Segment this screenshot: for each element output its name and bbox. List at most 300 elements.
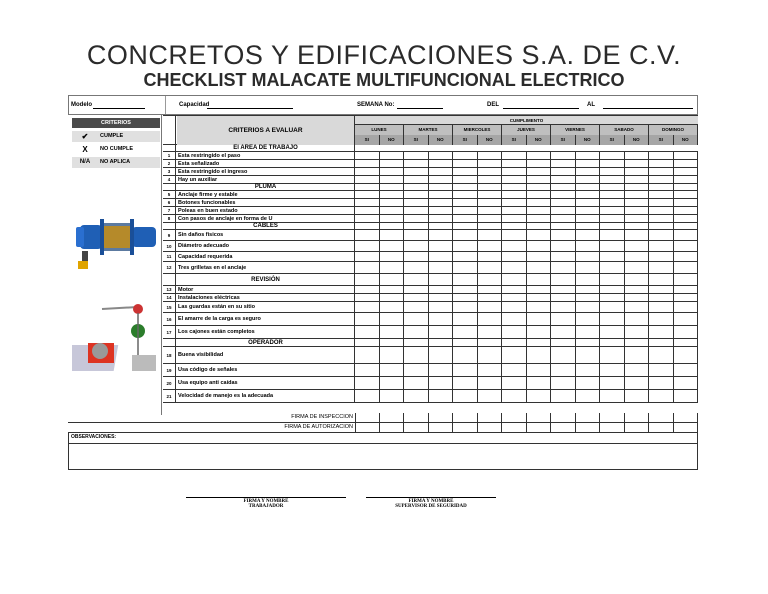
- firma-cell[interactable]: [576, 413, 601, 422]
- check-cell[interactable]: [649, 302, 674, 312]
- check-cell[interactable]: [404, 252, 429, 261]
- check-cell[interactable]: [429, 302, 454, 312]
- check-cell[interactable]: [674, 326, 699, 338]
- firma-cell[interactable]: [453, 423, 478, 432]
- check-cell[interactable]: [429, 160, 454, 167]
- check-cell[interactable]: [625, 223, 650, 229]
- check-cell[interactable]: [453, 274, 478, 285]
- check-cell[interactable]: [453, 160, 478, 167]
- check-cell[interactable]: [453, 191, 478, 198]
- check-cell[interactable]: [674, 313, 699, 325]
- check-cell[interactable]: [355, 294, 380, 301]
- check-cell[interactable]: [502, 286, 527, 293]
- check-cell[interactable]: [355, 168, 380, 175]
- firma-cell[interactable]: [380, 423, 405, 432]
- check-cell[interactable]: [380, 207, 405, 214]
- check-cell[interactable]: [502, 184, 527, 190]
- check-cell[interactable]: [380, 313, 405, 325]
- check-cell[interactable]: [600, 184, 625, 190]
- check-cell[interactable]: [625, 160, 650, 167]
- check-cell[interactable]: [600, 390, 625, 402]
- check-cell[interactable]: [600, 230, 625, 240]
- check-cell[interactable]: [576, 377, 601, 389]
- check-cell[interactable]: [355, 184, 380, 190]
- check-cell[interactable]: [502, 274, 527, 285]
- check-cell[interactable]: [453, 168, 478, 175]
- check-cell[interactable]: [355, 176, 380, 183]
- check-cell[interactable]: [649, 230, 674, 240]
- check-cell[interactable]: [527, 347, 552, 363]
- check-cell[interactable]: [551, 377, 576, 389]
- check-cell[interactable]: [674, 176, 699, 183]
- check-cell[interactable]: [674, 274, 699, 285]
- del-field[interactable]: [503, 108, 579, 109]
- check-cell[interactable]: [527, 302, 552, 312]
- check-cell[interactable]: [429, 168, 454, 175]
- check-cell[interactable]: [502, 364, 527, 376]
- check-cell[interactable]: [478, 160, 503, 167]
- check-cell[interactable]: [551, 326, 576, 338]
- check-cell[interactable]: [674, 286, 699, 293]
- check-cell[interactable]: [625, 364, 650, 376]
- check-cell[interactable]: [478, 347, 503, 363]
- check-cell[interactable]: [625, 184, 650, 190]
- check-cell[interactable]: [478, 302, 503, 312]
- check-cell[interactable]: [649, 152, 674, 159]
- check-cell[interactable]: [502, 313, 527, 325]
- signature-line[interactable]: [366, 497, 496, 498]
- check-cell[interactable]: [478, 215, 503, 222]
- check-cell[interactable]: [478, 286, 503, 293]
- check-cell[interactable]: [380, 168, 405, 175]
- check-cell[interactable]: [551, 262, 576, 273]
- check-cell[interactable]: [625, 252, 650, 261]
- check-cell[interactable]: [429, 286, 454, 293]
- check-cell[interactable]: [502, 191, 527, 198]
- check-cell[interactable]: [478, 339, 503, 346]
- firma-cell[interactable]: [527, 413, 552, 422]
- check-cell[interactable]: [478, 184, 503, 190]
- check-cell[interactable]: [625, 390, 650, 402]
- check-cell[interactable]: [576, 252, 601, 261]
- firma-cell[interactable]: [453, 413, 478, 422]
- check-cell[interactable]: [502, 241, 527, 251]
- check-cell[interactable]: [527, 252, 552, 261]
- check-cell[interactable]: [380, 286, 405, 293]
- semana-field[interactable]: [397, 108, 443, 109]
- firma-cell[interactable]: [380, 413, 405, 422]
- check-cell[interactable]: [429, 377, 454, 389]
- check-cell[interactable]: [600, 199, 625, 206]
- check-cell[interactable]: [453, 176, 478, 183]
- check-cell[interactable]: [576, 302, 601, 312]
- check-cell[interactable]: [502, 377, 527, 389]
- check-cell[interactable]: [404, 262, 429, 273]
- check-cell[interactable]: [380, 364, 405, 376]
- check-cell[interactable]: [576, 230, 601, 240]
- check-cell[interactable]: [551, 274, 576, 285]
- check-cell[interactable]: [551, 215, 576, 222]
- check-cell[interactable]: [355, 199, 380, 206]
- check-cell[interactable]: [404, 347, 429, 363]
- check-cell[interactable]: [649, 274, 674, 285]
- check-cell[interactable]: [674, 339, 699, 346]
- check-cell[interactable]: [674, 215, 699, 222]
- check-cell[interactable]: [527, 390, 552, 402]
- check-cell[interactable]: [674, 160, 699, 167]
- check-cell[interactable]: [576, 294, 601, 301]
- check-cell[interactable]: [502, 294, 527, 301]
- check-cell[interactable]: [380, 215, 405, 222]
- check-cell[interactable]: [478, 326, 503, 338]
- check-cell[interactable]: [625, 377, 650, 389]
- firma-cell[interactable]: [429, 413, 454, 422]
- check-cell[interactable]: [576, 313, 601, 325]
- check-cell[interactable]: [355, 347, 380, 363]
- check-cell[interactable]: [600, 313, 625, 325]
- check-cell[interactable]: [527, 326, 552, 338]
- check-cell[interactable]: [576, 160, 601, 167]
- check-cell[interactable]: [355, 262, 380, 273]
- check-cell[interactable]: [649, 168, 674, 175]
- check-cell[interactable]: [404, 176, 429, 183]
- check-cell[interactable]: [674, 223, 699, 229]
- check-cell[interactable]: [502, 230, 527, 240]
- check-cell[interactable]: [649, 286, 674, 293]
- check-cell[interactable]: [625, 207, 650, 214]
- check-cell[interactable]: [355, 152, 380, 159]
- check-cell[interactable]: [355, 223, 380, 229]
- firma-cell[interactable]: [429, 423, 454, 432]
- check-cell[interactable]: [478, 274, 503, 285]
- check-cell[interactable]: [600, 339, 625, 346]
- check-cell[interactable]: [453, 215, 478, 222]
- check-cell[interactable]: [576, 286, 601, 293]
- check-cell[interactable]: [478, 252, 503, 261]
- check-cell[interactable]: [380, 262, 405, 273]
- check-cell[interactable]: [502, 262, 527, 273]
- check-cell[interactable]: [551, 286, 576, 293]
- check-cell[interactable]: [551, 347, 576, 363]
- check-cell[interactable]: [502, 215, 527, 222]
- check-cell[interactable]: [404, 230, 429, 240]
- check-cell[interactable]: [429, 184, 454, 190]
- check-cell[interactable]: [355, 313, 380, 325]
- check-cell[interactable]: [429, 215, 454, 222]
- check-cell[interactable]: [600, 207, 625, 214]
- check-cell[interactable]: [404, 152, 429, 159]
- check-cell[interactable]: [674, 184, 699, 190]
- check-cell[interactable]: [380, 241, 405, 251]
- check-cell[interactable]: [600, 274, 625, 285]
- check-cell[interactable]: [355, 191, 380, 198]
- check-cell[interactable]: [478, 390, 503, 402]
- check-cell[interactable]: [355, 364, 380, 376]
- check-cell[interactable]: [674, 262, 699, 273]
- check-cell[interactable]: [551, 339, 576, 346]
- check-cell[interactable]: [453, 241, 478, 251]
- check-cell[interactable]: [625, 262, 650, 273]
- check-cell[interactable]: [527, 199, 552, 206]
- check-cell[interactable]: [551, 223, 576, 229]
- capacidad-field[interactable]: [207, 108, 293, 109]
- check-cell[interactable]: [380, 184, 405, 190]
- check-cell[interactable]: [625, 176, 650, 183]
- firma-cell[interactable]: [674, 423, 699, 432]
- check-cell[interactable]: [478, 364, 503, 376]
- check-cell[interactable]: [404, 339, 429, 346]
- firma-cell[interactable]: [355, 423, 380, 432]
- check-cell[interactable]: [404, 191, 429, 198]
- check-cell[interactable]: [380, 176, 405, 183]
- check-cell[interactable]: [625, 347, 650, 363]
- check-cell[interactable]: [600, 377, 625, 389]
- check-cell[interactable]: [429, 313, 454, 325]
- check-cell[interactable]: [674, 168, 699, 175]
- check-cell[interactable]: [404, 390, 429, 402]
- check-cell[interactable]: [380, 390, 405, 402]
- check-cell[interactable]: [429, 176, 454, 183]
- check-cell[interactable]: [355, 326, 380, 338]
- check-cell[interactable]: [429, 262, 454, 273]
- check-cell[interactable]: [502, 252, 527, 261]
- check-cell[interactable]: [649, 207, 674, 214]
- check-cell[interactable]: [600, 286, 625, 293]
- firma-cell[interactable]: [625, 413, 650, 422]
- check-cell[interactable]: [380, 274, 405, 285]
- check-cell[interactable]: [453, 339, 478, 346]
- check-cell[interactable]: [600, 191, 625, 198]
- check-cell[interactable]: [380, 377, 405, 389]
- check-cell[interactable]: [478, 152, 503, 159]
- check-cell[interactable]: [600, 152, 625, 159]
- check-cell[interactable]: [453, 199, 478, 206]
- check-cell[interactable]: [429, 223, 454, 229]
- check-cell[interactable]: [674, 207, 699, 214]
- check-cell[interactable]: [527, 191, 552, 198]
- check-cell[interactable]: [429, 199, 454, 206]
- check-cell[interactable]: [478, 313, 503, 325]
- check-cell[interactable]: [527, 207, 552, 214]
- check-cell[interactable]: [551, 313, 576, 325]
- al-field[interactable]: [603, 108, 693, 109]
- check-cell[interactable]: [625, 241, 650, 251]
- firma-cell[interactable]: [478, 413, 503, 422]
- check-cell[interactable]: [453, 252, 478, 261]
- check-cell[interactable]: [625, 326, 650, 338]
- check-cell[interactable]: [453, 377, 478, 389]
- check-cell[interactable]: [502, 199, 527, 206]
- check-cell[interactable]: [649, 364, 674, 376]
- check-cell[interactable]: [429, 326, 454, 338]
- check-cell[interactable]: [649, 377, 674, 389]
- check-cell[interactable]: [625, 199, 650, 206]
- check-cell[interactable]: [453, 302, 478, 312]
- check-cell[interactable]: [674, 199, 699, 206]
- check-cell[interactable]: [429, 339, 454, 346]
- check-cell[interactable]: [527, 262, 552, 273]
- check-cell[interactable]: [649, 252, 674, 261]
- check-cell[interactable]: [404, 199, 429, 206]
- check-cell[interactable]: [649, 176, 674, 183]
- check-cell[interactable]: [600, 326, 625, 338]
- check-cell[interactable]: [576, 176, 601, 183]
- check-cell[interactable]: [551, 294, 576, 301]
- check-cell[interactable]: [453, 326, 478, 338]
- check-cell[interactable]: [404, 377, 429, 389]
- check-cell[interactable]: [453, 286, 478, 293]
- firma-cell[interactable]: [502, 413, 527, 422]
- check-cell[interactable]: [380, 302, 405, 312]
- check-cell[interactable]: [502, 326, 527, 338]
- check-cell[interactable]: [502, 223, 527, 229]
- check-cell[interactable]: [380, 339, 405, 346]
- check-cell[interactable]: [649, 339, 674, 346]
- check-cell[interactable]: [551, 199, 576, 206]
- check-cell[interactable]: [478, 262, 503, 273]
- check-cell[interactable]: [527, 168, 552, 175]
- check-cell[interactable]: [625, 215, 650, 222]
- check-cell[interactable]: [551, 160, 576, 167]
- check-cell[interactable]: [429, 152, 454, 159]
- check-cell[interactable]: [551, 241, 576, 251]
- check-cell[interactable]: [527, 223, 552, 229]
- check-cell[interactable]: [551, 390, 576, 402]
- check-cell[interactable]: [551, 176, 576, 183]
- check-cell[interactable]: [551, 302, 576, 312]
- check-cell[interactable]: [380, 223, 405, 229]
- check-cell[interactable]: [502, 390, 527, 402]
- check-cell[interactable]: [649, 313, 674, 325]
- check-cell[interactable]: [576, 390, 601, 402]
- check-cell[interactable]: [649, 215, 674, 222]
- check-cell[interactable]: [355, 160, 380, 167]
- check-cell[interactable]: [576, 326, 601, 338]
- check-cell[interactable]: [649, 347, 674, 363]
- check-cell[interactable]: [355, 252, 380, 261]
- check-cell[interactable]: [600, 223, 625, 229]
- check-cell[interactable]: [600, 302, 625, 312]
- check-cell[interactable]: [625, 168, 650, 175]
- check-cell[interactable]: [502, 152, 527, 159]
- check-cell[interactable]: [600, 294, 625, 301]
- check-cell[interactable]: [453, 230, 478, 240]
- check-cell[interactable]: [355, 207, 380, 214]
- check-cell[interactable]: [478, 377, 503, 389]
- check-cell[interactable]: [478, 176, 503, 183]
- check-cell[interactable]: [674, 230, 699, 240]
- check-cell[interactable]: [429, 207, 454, 214]
- check-cell[interactable]: [649, 294, 674, 301]
- check-cell[interactable]: [355, 230, 380, 240]
- check-cell[interactable]: [600, 252, 625, 261]
- check-cell[interactable]: [625, 152, 650, 159]
- check-cell[interactable]: [429, 241, 454, 251]
- signature-line[interactable]: [186, 497, 346, 498]
- check-cell[interactable]: [429, 347, 454, 363]
- check-cell[interactable]: [625, 191, 650, 198]
- check-cell[interactable]: [380, 230, 405, 240]
- check-cell[interactable]: [674, 152, 699, 159]
- firma-cell[interactable]: [478, 423, 503, 432]
- check-cell[interactable]: [453, 184, 478, 190]
- check-cell[interactable]: [404, 168, 429, 175]
- check-cell[interactable]: [576, 223, 601, 229]
- check-cell[interactable]: [551, 207, 576, 214]
- check-cell[interactable]: [453, 152, 478, 159]
- check-cell[interactable]: [380, 199, 405, 206]
- check-cell[interactable]: [600, 241, 625, 251]
- firma-cell[interactable]: [625, 423, 650, 432]
- check-cell[interactable]: [380, 152, 405, 159]
- check-cell[interactable]: [453, 262, 478, 273]
- check-cell[interactable]: [649, 223, 674, 229]
- check-cell[interactable]: [453, 207, 478, 214]
- check-cell[interactable]: [453, 313, 478, 325]
- check-cell[interactable]: [551, 184, 576, 190]
- check-cell[interactable]: [674, 302, 699, 312]
- check-cell[interactable]: [649, 199, 674, 206]
- check-cell[interactable]: [551, 364, 576, 376]
- check-cell[interactable]: [355, 241, 380, 251]
- check-cell[interactable]: [551, 152, 576, 159]
- check-cell[interactable]: [453, 390, 478, 402]
- check-cell[interactable]: [404, 294, 429, 301]
- check-cell[interactable]: [380, 294, 405, 301]
- check-cell[interactable]: [453, 364, 478, 376]
- check-cell[interactable]: [527, 176, 552, 183]
- firma-cell[interactable]: [404, 413, 429, 422]
- check-cell[interactable]: [576, 262, 601, 273]
- check-cell[interactable]: [649, 390, 674, 402]
- check-cell[interactable]: [404, 223, 429, 229]
- check-cell[interactable]: [600, 160, 625, 167]
- check-cell[interactable]: [380, 191, 405, 198]
- check-cell[interactable]: [502, 160, 527, 167]
- check-cell[interactable]: [600, 176, 625, 183]
- firma-cell[interactable]: [600, 413, 625, 422]
- check-cell[interactable]: [502, 302, 527, 312]
- check-cell[interactable]: [551, 252, 576, 261]
- check-cell[interactable]: [404, 326, 429, 338]
- check-cell[interactable]: [527, 339, 552, 346]
- check-cell[interactable]: [674, 241, 699, 251]
- check-cell[interactable]: [429, 294, 454, 301]
- check-cell[interactable]: [576, 184, 601, 190]
- check-cell[interactable]: [502, 339, 527, 346]
- check-cell[interactable]: [527, 241, 552, 251]
- check-cell[interactable]: [355, 377, 380, 389]
- check-cell[interactable]: [478, 168, 503, 175]
- check-cell[interactable]: [551, 168, 576, 175]
- firma-cell[interactable]: [527, 423, 552, 432]
- check-cell[interactable]: [527, 377, 552, 389]
- check-cell[interactable]: [478, 294, 503, 301]
- check-cell[interactable]: [355, 390, 380, 402]
- check-cell[interactable]: [649, 326, 674, 338]
- check-cell[interactable]: [429, 390, 454, 402]
- check-cell[interactable]: [527, 313, 552, 325]
- check-cell[interactable]: [380, 252, 405, 261]
- firma-cell[interactable]: [674, 413, 699, 422]
- check-cell[interactable]: [649, 191, 674, 198]
- check-cell[interactable]: [576, 215, 601, 222]
- check-cell[interactable]: [429, 364, 454, 376]
- check-cell[interactable]: [527, 152, 552, 159]
- check-cell[interactable]: [527, 294, 552, 301]
- check-cell[interactable]: [576, 364, 601, 376]
- check-cell[interactable]: [380, 347, 405, 363]
